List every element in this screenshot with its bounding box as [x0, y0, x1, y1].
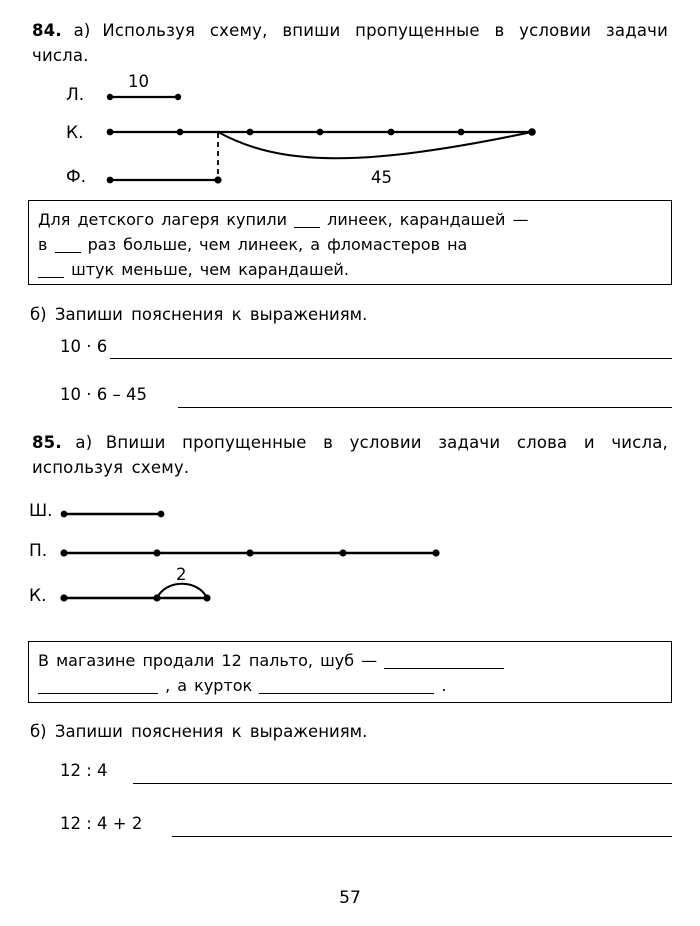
- task-85-part-a-text: Впиши пропущенные в условии задачи слова и числа, используя схему.: [32, 433, 668, 477]
- task-85-condition-box: [28, 641, 672, 703]
- condition-84-text-4: раз больше, чем линеек, а фломастеров на: [87, 235, 468, 254]
- task-84-part-b-text: Запиши пояснения к выражениям.: [54, 305, 368, 324]
- task-84-answer-line-2[interactable]: [178, 407, 672, 408]
- diagram-85-row-label-p: П.: [29, 541, 48, 561]
- task-85-part-b-heading: [30, 720, 367, 744]
- condition-84-blank-2[interactable]: [55, 252, 81, 253]
- diagram-85-value-2: 2: [176, 565, 187, 584]
- diagram-84-value-10: 10: [128, 72, 149, 91]
- task-84-part-b-heading: [30, 303, 367, 327]
- condition-85-blank-1[interactable]: [384, 668, 504, 669]
- task-84-expression-1: 10 · 6: [60, 337, 108, 356]
- page-number: 57: [339, 888, 361, 908]
- diagram-85-row-label-sh: Ш.: [29, 501, 53, 521]
- condition-85-blank-2[interactable]: [38, 693, 158, 694]
- task-85-number: 85.: [32, 433, 62, 452]
- task-84-expression-2: 10 · 6 – 45: [60, 385, 147, 404]
- diagram-84-row-label-l: Л.: [66, 85, 85, 105]
- task-85-answer-line-1[interactable]: [133, 783, 672, 784]
- condition-84-blank-3[interactable]: [38, 277, 64, 278]
- task-84-heading: [32, 18, 668, 68]
- task-84-answer-line-1[interactable]: [110, 358, 672, 359]
- task-85-expression-2: 12 : 4 + 2: [60, 814, 143, 833]
- condition-85-text-3: .: [441, 676, 447, 695]
- task-84-number: 84.: [32, 21, 62, 40]
- condition-85-text-1: В магазине продали 12 пальто, шуб —: [38, 651, 378, 670]
- task-84-diagram: [0, 70, 700, 190]
- condition-84-text-2: линеек, карандашей —: [327, 210, 529, 229]
- task-85-part-b-label: б): [30, 722, 47, 741]
- task-84-part-a-text: Используя схему, впиши пропущенные в условии задачи числа.: [32, 21, 668, 65]
- diagram-84-row-label-f: Ф.: [66, 167, 87, 187]
- task-85-expression-1: 12 : 4: [60, 761, 108, 780]
- diagram-85-svg: [0, 495, 700, 610]
- task-84-condition-box: [28, 200, 672, 285]
- condition-84-text-1: Для детского лагеря купили: [38, 210, 287, 229]
- diagram-84-svg: [0, 70, 700, 190]
- condition-85-text-2: , а курток: [165, 676, 253, 695]
- condition-84-text-3: в: [38, 235, 48, 254]
- diagram-84-value-45: 45: [371, 168, 392, 187]
- diagram-85-row-label-k: К.: [29, 586, 47, 606]
- task-84-part-b-label: б): [30, 305, 47, 324]
- task-85-diagram: [0, 495, 700, 610]
- task-85-part-b-text: Запиши пояснения к выражениям.: [54, 722, 368, 741]
- task-84-part-a-label: а): [73, 21, 91, 40]
- condition-85-blank-3[interactable]: [259, 693, 434, 694]
- diagram-84-row-label-k: К.: [66, 123, 84, 143]
- condition-84-blank-1[interactable]: [294, 227, 320, 228]
- task-85-answer-line-2[interactable]: [172, 836, 672, 837]
- task-85-heading: [32, 430, 668, 480]
- condition-84-text-5: штук меньше, чем карандашей.: [71, 260, 349, 279]
- task-85-part-a-label: а): [75, 433, 93, 452]
